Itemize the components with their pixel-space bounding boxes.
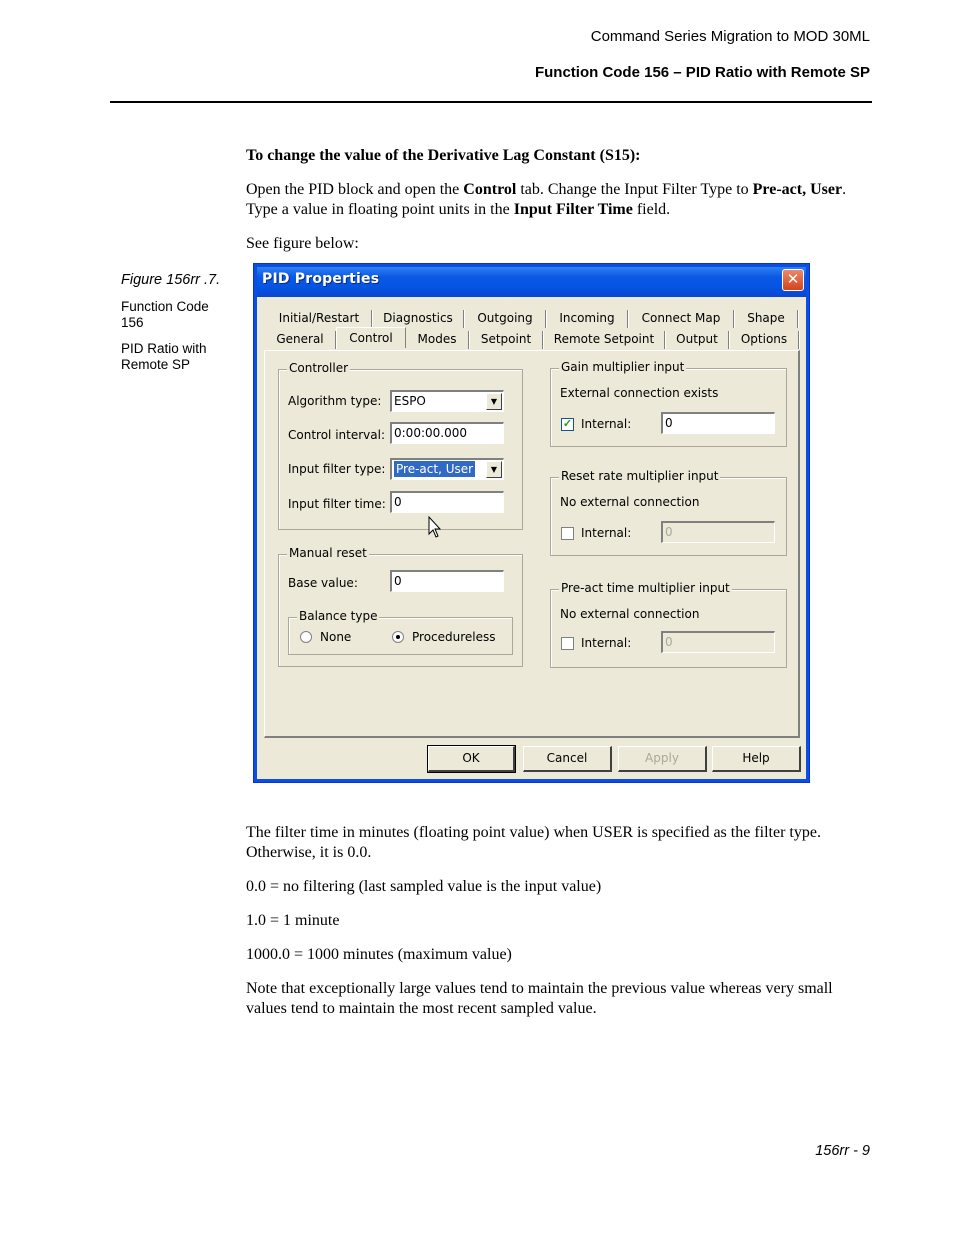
gain-internal-checkbox[interactable]: ✓ bbox=[562, 418, 573, 430]
cancel-button[interactable]: Cancel bbox=[523, 746, 612, 772]
figure-label: Figure 156rr .7. bbox=[121, 272, 221, 288]
balance-type-legend: Balance type bbox=[299, 609, 378, 623]
gain-multiplier-legend: Gain multiplier input bbox=[561, 360, 685, 374]
chevron-down-icon[interactable]: ▼ bbox=[486, 461, 502, 478]
radio-procedureless-label: Procedureless bbox=[412, 630, 496, 644]
ok-button[interactable]: OK bbox=[428, 746, 515, 772]
dialog-title: PID Properties bbox=[262, 271, 380, 287]
tab-modes[interactable]: Modes bbox=[405, 329, 469, 349]
input-filter-time-label: Input filter time: bbox=[288, 497, 386, 511]
explanation-p4: 1000.0 = 1000 minutes (maximum value) bbox=[246, 946, 512, 963]
mouse-cursor-icon bbox=[428, 516, 444, 540]
radio-procedureless[interactable] bbox=[392, 631, 404, 643]
intro-heading: To change the value of the Derivative Lag Constant (S15): bbox=[246, 147, 641, 164]
intro-bold-filter-time: Input Filter Time bbox=[513, 201, 633, 218]
filter-type-selected-value: Pre-act, User bbox=[396, 462, 474, 476]
gain-status-text: External connection exists bbox=[560, 386, 719, 400]
tab-row-1 bbox=[266, 308, 800, 328]
close-icon[interactable]: ✕ bbox=[782, 269, 804, 291]
base-value-label: Base value: bbox=[288, 576, 358, 590]
intro-paragraph bbox=[246, 180, 871, 220]
input-filter-time-input[interactable]: 0 bbox=[390, 491, 504, 513]
apply-button[interactable]: Apply bbox=[618, 746, 707, 772]
reset-rate-internal-input: 0 bbox=[661, 521, 775, 543]
input-filter-type-label: Input filter type: bbox=[288, 462, 386, 476]
explanation-p1: The filter time in minutes (floating point value) when USER is specified as the filter type. Otherwise, it is 0.0. bbox=[246, 824, 821, 861]
tab-general[interactable]: General bbox=[264, 329, 336, 349]
gain-internal-input[interactable]: 0 bbox=[661, 412, 775, 434]
header-rule bbox=[110, 101, 872, 103]
figure-caption-1: Function Code 156 bbox=[121, 299, 209, 330]
dialog-titlebar[interactable] bbox=[254, 264, 809, 297]
intro-bold-preact: Pre-act, User bbox=[752, 181, 843, 198]
intro-text-1: Open the PID block and open the bbox=[246, 181, 464, 198]
tab-incoming[interactable]: Incoming bbox=[546, 308, 628, 328]
intro-text-4: field. bbox=[632, 201, 671, 218]
intro-text-3: . Type a value in floating point units in the bbox=[246, 181, 847, 218]
pid-properties-dialog bbox=[253, 263, 810, 783]
gain-internal-label: Internal: bbox=[581, 417, 632, 431]
controller-legend: Controller bbox=[289, 361, 349, 375]
reset-rate-status-text: No external connection bbox=[560, 495, 700, 509]
intro-block bbox=[246, 146, 871, 254]
reset-rate-internal-label: Internal: bbox=[581, 526, 632, 540]
help-button[interactable]: Help bbox=[712, 746, 801, 772]
control-interval-input[interactable]: 0:00:00.000 bbox=[390, 422, 504, 444]
figure-caption-2: PID Ratio with Remote SP bbox=[121, 341, 207, 372]
explanation-p5: Note that exceptionally large values tend to maintain the previous value whereas very small values tend to maintain the most recent sampled value. bbox=[246, 980, 833, 1017]
explanation-p3: 1.0 = 1 minute bbox=[246, 912, 340, 929]
tab-control[interactable]: Control bbox=[336, 327, 406, 348]
tab-connect-map[interactable]: Connect Map bbox=[628, 308, 734, 328]
reset-rate-internal-checkbox[interactable] bbox=[561, 527, 574, 540]
tab-output[interactable]: Output bbox=[665, 329, 729, 349]
reset-rate-group bbox=[550, 469, 787, 556]
tab-options[interactable]: Options bbox=[729, 329, 799, 349]
preact-internal-checkbox[interactable] bbox=[561, 637, 574, 650]
preact-multiplier-group bbox=[550, 581, 787, 668]
intro-bold-control: Control bbox=[463, 181, 517, 198]
preact-internal-label: Internal: bbox=[581, 636, 632, 650]
input-filter-type-select[interactable] bbox=[390, 458, 504, 480]
tab-remote-setpoint[interactable]: Remote Setpoint bbox=[543, 329, 665, 349]
preact-internal-input: 0 bbox=[661, 631, 775, 653]
control-interval-label: Control interval: bbox=[288, 428, 385, 442]
explanation-block bbox=[246, 823, 871, 1019]
tab-diagnostics[interactable]: Diagnostics bbox=[372, 308, 464, 328]
page-number: 156rr - 9 bbox=[815, 1143, 870, 1159]
tab-setpoint[interactable]: Setpoint bbox=[469, 329, 543, 349]
tab-row-2 bbox=[264, 329, 800, 349]
tab-outgoing[interactable]: Outgoing bbox=[464, 308, 546, 328]
tab-initial-restart[interactable]: Initial/Restart bbox=[266, 308, 372, 328]
section-title: Function Code 156 – PID Ratio with Remote SP bbox=[534, 64, 870, 81]
radio-none-label: None bbox=[320, 630, 352, 644]
explanation-p2: 0.0 = no filtering (last sampled value is the input value) bbox=[246, 878, 602, 895]
algorithm-type-select[interactable]: ESPO ▼ bbox=[390, 390, 504, 412]
intro-text-2: tab. Change the Input Filter Type to bbox=[516, 181, 753, 198]
see-figure-text: See figure below: bbox=[246, 235, 359, 252]
manual-reset-legend: Manual reset bbox=[289, 546, 367, 560]
preact-multiplier-legend: Pre-act time multiplier input bbox=[561, 581, 730, 595]
tab-shape[interactable]: Shape bbox=[734, 308, 798, 328]
chevron-down-icon[interactable]: ▼ bbox=[486, 393, 502, 410]
base-value-input[interactable]: 0 bbox=[390, 570, 504, 592]
document-title: Command Series Migration to MOD 30ML bbox=[590, 28, 870, 45]
radio-none[interactable] bbox=[300, 631, 312, 643]
gain-multiplier-group bbox=[550, 360, 787, 447]
algorithm-type-label: Algorithm type: bbox=[288, 394, 382, 408]
reset-rate-legend: Reset rate multiplier input bbox=[561, 469, 719, 483]
preact-status-text: No external connection bbox=[560, 607, 700, 621]
